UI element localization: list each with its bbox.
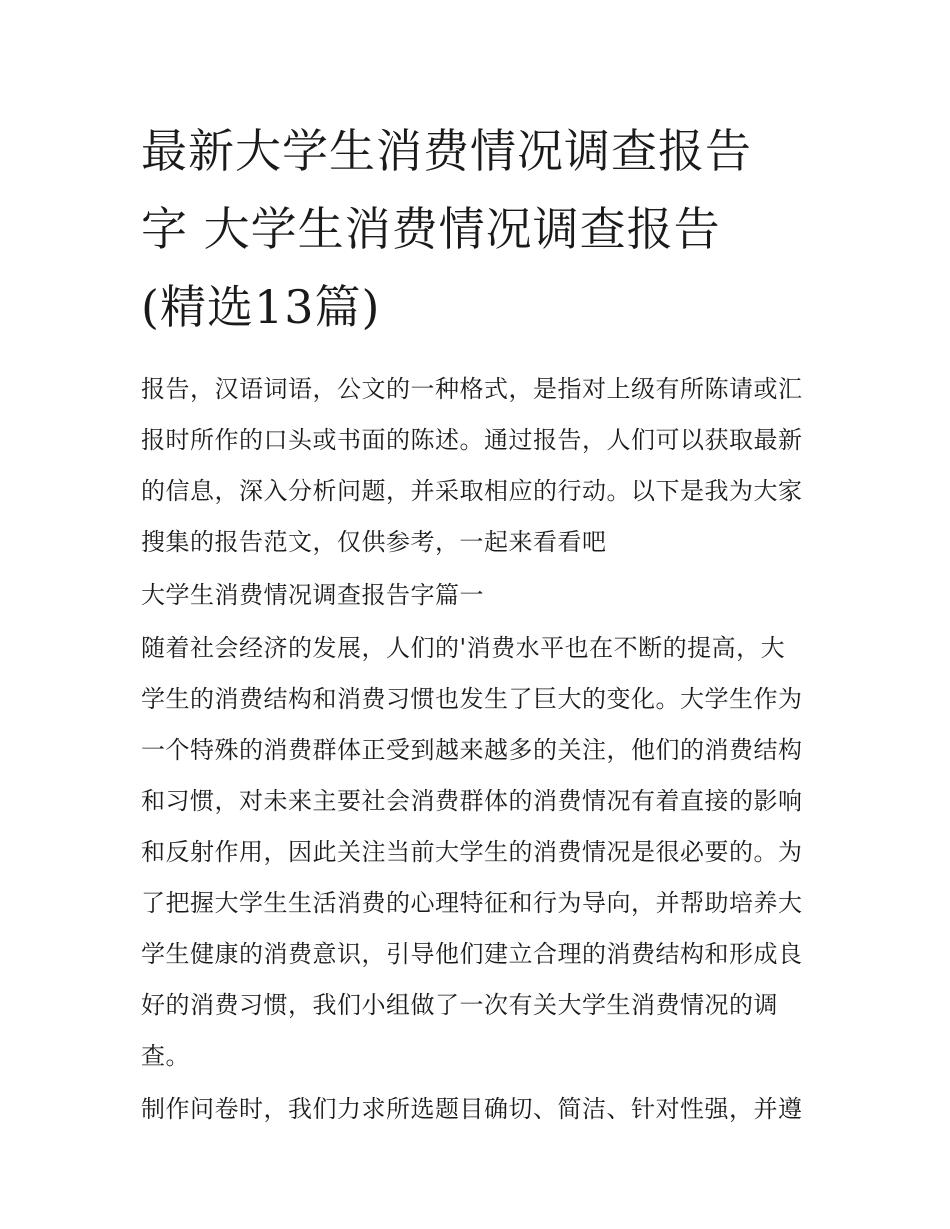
document-page	[141, 112, 817, 1137]
intro-paragraph: 报告，汉语词语，公文的一种格式，是指对上级有所陈请或汇 报时所作的口头或书面的陈述。通过报告，人们可以获取最新 的信息，深入分析问题，并采取相应的行动。以下是我为大家 搜集的报告范文，仅供参考，一起来看看吧	[141, 375, 803, 556]
section-paragraph-2: 制作问卷时，我们力求所选题目确切、简洁、针对性强，并遵	[141, 1095, 803, 1123]
section-heading: 大学生消费情况调查报告字篇一	[141, 581, 484, 609]
document-title: 最新大学生消费情况调查报告 字 大学生消费情况调查报告 (精选13篇)	[141, 124, 752, 334]
section-paragraph: 随着社会经济的发展，人们的'消费水平也在不断的提高，大 学生的消费结构和消费习惯也发生了巨大的变化。大学生作为 一个特殊的消费群体正受到越来越多的关注，他们的消费结构 和习惯，对未来主要社会消费群体的消费情况有着直接的影响 和反射作用，因此关注当前大学生的消费情况是很必要的。为 了把握大学生生活消费的心理特征和行为导向，并帮助培养大 学生健康的消费意识，引导他们建立合理的消费结构和形成良 好的消费习惯，我们小组做了一次有关大学生消费情况的调 查。	[141, 634, 803, 1070]
